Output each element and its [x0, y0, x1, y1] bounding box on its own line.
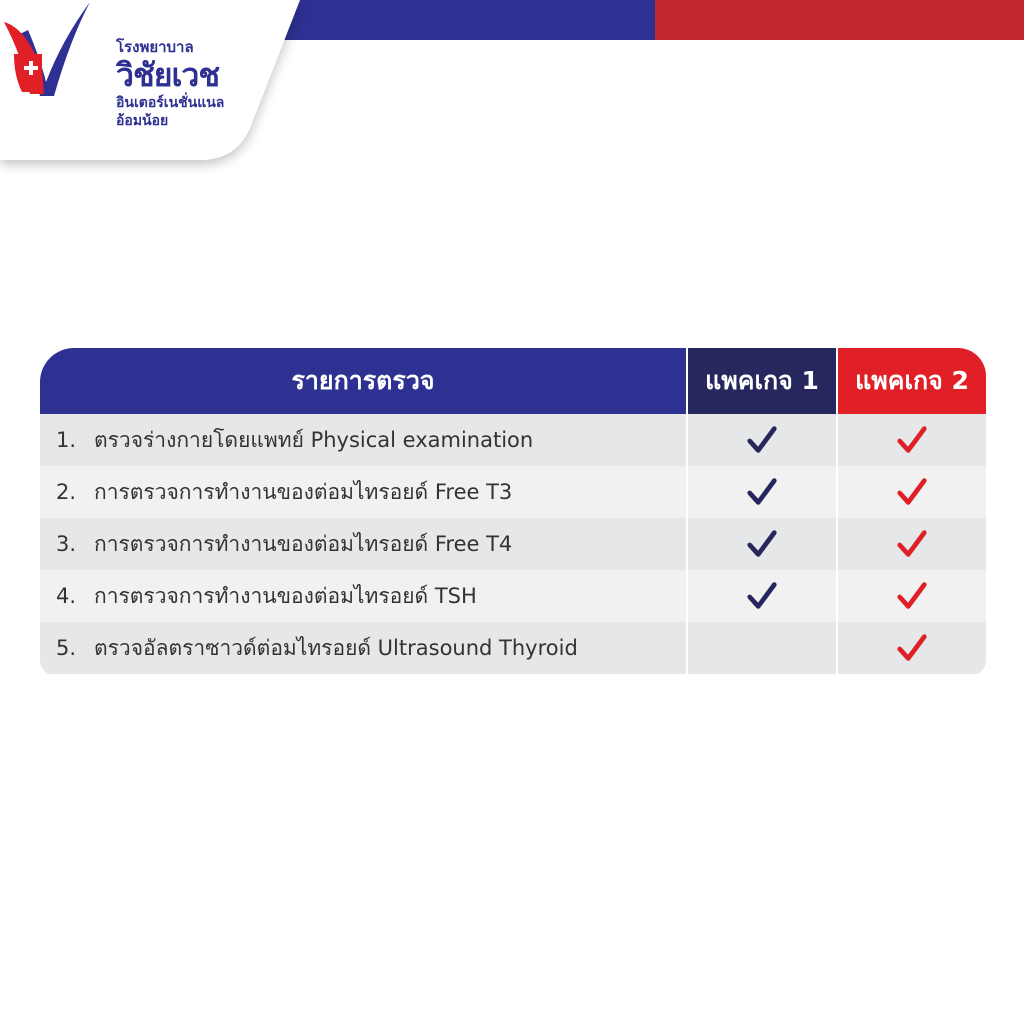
- row-item-cell: [40, 518, 686, 570]
- package-2-cell: [838, 466, 986, 518]
- table-row: [40, 466, 986, 518]
- header-package-2: แพคเกจ 2: [838, 348, 986, 414]
- table-body: [40, 414, 986, 676]
- check-icon: [745, 475, 779, 509]
- row-label: ตรวจอัลตราซาวด์ต่อมไทรอยด์ Ultrasound Thyroid: [94, 635, 578, 660]
- package-1-cell: [688, 466, 836, 518]
- table-header: [40, 348, 986, 414]
- row-item-cell: [40, 466, 686, 518]
- package-1-cell: [688, 414, 836, 466]
- header-items: รายการตรวจ: [40, 348, 686, 414]
- row-label: ตรวจร่างกายโดยแพทย์ Physical examination: [94, 427, 534, 452]
- logo-line-international: อินเตอร์เนชั่นแนล: [116, 95, 225, 111]
- row-number: 2.: [56, 480, 77, 504]
- row-number: 3.: [56, 532, 77, 556]
- package-2-cell: [838, 414, 986, 466]
- package-2-cell: [838, 518, 986, 570]
- package-1-cell: [688, 622, 836, 674]
- row-label: การตรวจการทำงานของต่อมไทรอยด์ Free T3: [94, 479, 513, 504]
- check-icon: [745, 579, 779, 613]
- package-1-cell: [688, 518, 836, 570]
- row-number: 4.: [56, 584, 77, 608]
- header-package-1: แพคเกจ 1: [688, 348, 836, 414]
- row-label: การตรวจการทำงานของต่อมไทรอยด์ Free T4: [94, 531, 513, 556]
- package-2-cell: [838, 622, 986, 674]
- table-row: [40, 622, 986, 674]
- table-row: [40, 570, 986, 622]
- package-1-cell: [688, 570, 836, 622]
- check-icon: [895, 475, 929, 509]
- row-number: 1.: [56, 428, 77, 452]
- row-label: การตรวจการทำงานของต่อมไทรอยด์ TSH: [94, 583, 477, 608]
- logo-panel: [0, 0, 340, 170]
- check-icon: [895, 579, 929, 613]
- logo-line-name: วิชัยเวช: [116, 56, 220, 94]
- table-row: [40, 414, 986, 466]
- banner-red-stripe: [655, 0, 1024, 40]
- check-icon: [895, 423, 929, 457]
- package-comparison-table: [40, 348, 986, 676]
- check-icon: [895, 631, 929, 665]
- row-item-cell: [40, 414, 686, 466]
- check-icon: [895, 527, 929, 561]
- check-cross-icon: [0, 0, 100, 100]
- logo-line-hospital: โรงพยาบาล: [116, 38, 194, 56]
- check-icon: [745, 423, 779, 457]
- table-row: [40, 518, 986, 570]
- logo-wordmark: [116, 38, 224, 130]
- row-number: 5.: [56, 636, 77, 660]
- check-icon: [745, 527, 779, 561]
- package-2-cell: [838, 570, 986, 622]
- row-item-cell: [40, 570, 686, 622]
- logo-line-branch: อ้อมน้อย: [116, 113, 169, 129]
- row-item-cell: [40, 622, 686, 674]
